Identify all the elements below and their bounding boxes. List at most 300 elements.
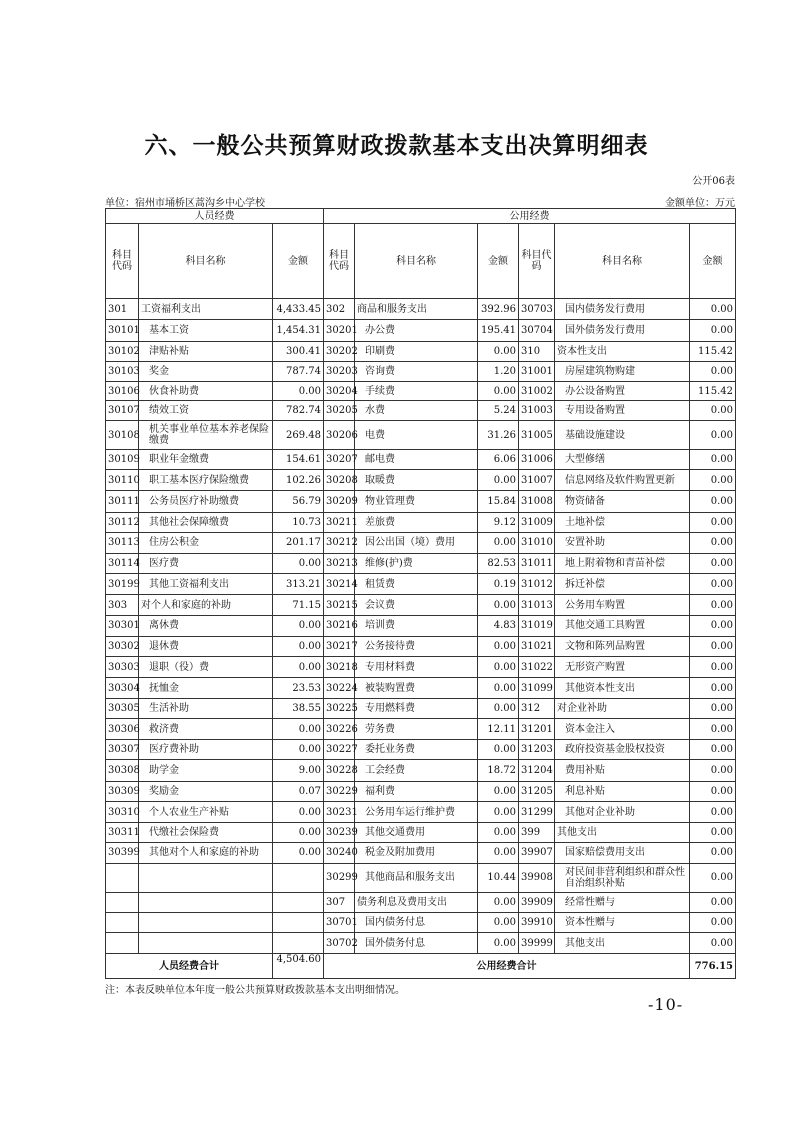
subject-amount: 195.41 xyxy=(478,320,519,341)
table-row xyxy=(106,574,736,595)
subject-code: 31012 xyxy=(519,574,555,595)
subject-name: 对个人和家庭的补助 xyxy=(139,595,273,615)
subject-code: 31010 xyxy=(519,532,555,553)
subject-amount: 4,433.45 xyxy=(273,299,324,320)
subject-amount: 0.00 xyxy=(690,863,736,892)
subject-amount: 0.00 xyxy=(478,781,519,801)
subject-amount: 0.00 xyxy=(690,574,736,595)
subject-amount: 9.00 xyxy=(273,760,324,781)
subject-amount: 0.00 xyxy=(273,801,324,822)
subject-code: 30102 xyxy=(106,341,139,361)
subject-code xyxy=(106,863,139,892)
subject-name: 大型修缮 xyxy=(555,449,690,469)
subject-name: 基本工资 xyxy=(139,320,273,341)
page-number: -10- xyxy=(648,995,684,1014)
subject-code: 30240 xyxy=(324,843,355,863)
table-row xyxy=(106,554,736,574)
subject-name: 物资储备 xyxy=(555,491,690,512)
table-row xyxy=(106,678,736,698)
table-row xyxy=(106,657,736,678)
subject-amount: 0.00 xyxy=(478,933,519,954)
public-total-amount: 776.15 xyxy=(690,954,736,979)
subject-code: 30229 xyxy=(324,781,355,801)
subject-amount: 0.00 xyxy=(690,823,736,843)
subject-name: 其他支出 xyxy=(555,823,690,843)
subject-amount: 0.00 xyxy=(478,698,519,718)
subject-amount: 0.00 xyxy=(690,678,736,698)
subject-amount: 5.24 xyxy=(478,401,519,421)
subject-name: 其他交通费用 xyxy=(355,823,478,843)
subject-amount: 0.00 xyxy=(478,595,519,615)
table-row xyxy=(106,892,736,912)
subject-name: 房屋建筑物购建 xyxy=(555,361,690,381)
amount-unit: 金额单位：万元 xyxy=(665,198,735,209)
table-row xyxy=(106,913,736,933)
subject-amount: 0.00 xyxy=(690,401,736,421)
subject-code: 31002 xyxy=(519,381,555,400)
subject-code: 30215 xyxy=(324,595,355,615)
subject-name: 会议费 xyxy=(355,595,478,615)
subject-name: 医疗费补助 xyxy=(139,740,273,760)
subject-name: 其他资本性支出 xyxy=(555,678,690,698)
subject-amount: 10.44 xyxy=(478,863,519,892)
subject-name: 公务员医疗补助缴费 xyxy=(139,491,273,512)
name-header: 科目名称 xyxy=(355,224,478,299)
subject-code: 31006 xyxy=(519,449,555,469)
subject-name: 国内债务发行费用 xyxy=(555,299,690,320)
subject-name: 资本性赠与 xyxy=(555,913,690,933)
subject-name: 公务用车购置 xyxy=(555,595,690,615)
table-row xyxy=(106,595,736,615)
subject-name: 其他支出 xyxy=(555,933,690,954)
subject-amount: 0.00 xyxy=(690,595,736,615)
subject-amount: 0.00 xyxy=(478,823,519,843)
subject-name: 对企业补助 xyxy=(555,698,690,718)
table-row xyxy=(106,863,736,892)
subject-amount: 0.00 xyxy=(690,843,736,863)
subject-name: 债务利息及费用支出 xyxy=(355,892,478,912)
subject-code: 30310 xyxy=(106,801,139,822)
subject-name: 其他工资福利支出 xyxy=(139,574,273,595)
subject-amount: 82.53 xyxy=(478,554,519,574)
subject-code: 30308 xyxy=(106,760,139,781)
subject-code: 30302 xyxy=(106,636,139,656)
name-header: 科目名称 xyxy=(139,224,273,299)
name-header: 科目名称 xyxy=(555,224,690,299)
subject-amount: 0.00 xyxy=(273,554,324,574)
subject-amount: 269.48 xyxy=(273,421,324,449)
subject-code: 31001 xyxy=(519,361,555,381)
subject-amount: 0.07 xyxy=(273,781,324,801)
subject-name: 伙食补助费 xyxy=(139,381,273,400)
subject-code: 30305 xyxy=(106,698,139,718)
subject-name: 离休费 xyxy=(139,615,273,636)
subject-code: 30212 xyxy=(324,532,355,553)
subject-amount: 0.00 xyxy=(273,657,324,678)
subject-amount: 0.00 xyxy=(478,381,519,400)
subject-name xyxy=(139,892,273,912)
subject-code: 30239 xyxy=(324,823,355,843)
subject-name: 差旅费 xyxy=(355,512,478,532)
subject-code: 30199 xyxy=(106,574,139,595)
subject-amount: 154.61 xyxy=(273,449,324,469)
subject-code: 31011 xyxy=(519,554,555,574)
subject-code: 303 xyxy=(106,595,139,615)
subject-code: 30114 xyxy=(106,554,139,574)
subject-code: 39907 xyxy=(519,843,555,863)
subject-code: 30206 xyxy=(324,421,355,449)
subject-name: 其他对个人和家庭的补助 xyxy=(139,843,273,863)
subject-name: 基础设施建设 xyxy=(555,421,690,449)
subject-code: 30227 xyxy=(324,740,355,760)
subject-code: 39910 xyxy=(519,913,555,933)
subject-amount: 300.41 xyxy=(273,341,324,361)
subject-name: 地上附着物和青苗补偿 xyxy=(555,554,690,574)
subject-name: 工资福利支出 xyxy=(139,299,273,320)
subject-name: 维修(护)费 xyxy=(355,554,478,574)
table-row xyxy=(106,341,736,361)
subject-amount: 0.00 xyxy=(478,740,519,760)
table-row xyxy=(106,615,736,636)
subject-name: 经常性赠与 xyxy=(555,892,690,912)
subject-code: 30109 xyxy=(106,449,139,469)
subject-name: 手续费 xyxy=(355,381,478,400)
table-row xyxy=(106,320,736,341)
subject-code: 30207 xyxy=(324,449,355,469)
form-number: 公开06表 xyxy=(692,176,735,187)
subject-name: 被装购置费 xyxy=(355,678,478,698)
column-header-row xyxy=(106,224,736,299)
table-row xyxy=(106,740,736,760)
subject-name: 电费 xyxy=(355,421,478,449)
group-header-row xyxy=(106,209,736,224)
subject-amount: 115.42 xyxy=(690,381,736,400)
subject-amount: 0.00 xyxy=(690,913,736,933)
subject-code: 302 xyxy=(324,299,355,320)
subject-code: 30204 xyxy=(324,381,355,400)
subject-name: 税金及附加费用 xyxy=(355,843,478,863)
subject-amount: 0.00 xyxy=(478,532,519,553)
amount-header: 金额 xyxy=(273,224,324,299)
subject-amount: 392.96 xyxy=(478,299,519,320)
subject-name: 机关事业单位基本养老保险缴费 xyxy=(139,421,273,449)
subject-name: 利息补贴 xyxy=(555,781,690,801)
subject-name: 工会经费 xyxy=(355,760,478,781)
subject-code: 30228 xyxy=(324,760,355,781)
subject-name: 办公费 xyxy=(355,320,478,341)
subject-name: 其他对企业补助 xyxy=(555,801,690,822)
subject-amount: 102.26 xyxy=(273,470,324,491)
subject-code: 30217 xyxy=(324,636,355,656)
subject-name: 政府投资基金股权投资 xyxy=(555,740,690,760)
subject-amount: 1,454.31 xyxy=(273,320,324,341)
subject-code: 31013 xyxy=(519,595,555,615)
subject-code: 31021 xyxy=(519,636,555,656)
subject-code: 30113 xyxy=(106,532,139,553)
subject-code: 30211 xyxy=(324,512,355,532)
subject-name: 职业年金缴费 xyxy=(139,449,273,469)
subject-name: 公务用车运行维护费 xyxy=(355,801,478,822)
subject-code: 31007 xyxy=(519,470,555,491)
subject-code: 312 xyxy=(519,698,555,718)
public-total-label: 公用经费合计 xyxy=(324,954,690,979)
table-row xyxy=(106,449,736,469)
table-row xyxy=(106,470,736,491)
subject-name: 专用设备购置 xyxy=(555,401,690,421)
subject-amount: 9.12 xyxy=(478,512,519,532)
subject-amount: 0.00 xyxy=(478,341,519,361)
subject-name: 租赁费 xyxy=(355,574,478,595)
subject-amount: 71.15 xyxy=(273,595,324,615)
subject-code: 30208 xyxy=(324,470,355,491)
subject-code xyxy=(106,913,139,933)
subject-amount: 0.00 xyxy=(690,781,736,801)
subject-amount: 0.00 xyxy=(690,718,736,739)
subject-name xyxy=(139,933,273,954)
table-row xyxy=(106,823,736,843)
subject-name: 物业管理费 xyxy=(355,491,478,512)
subject-code: 30399 xyxy=(106,843,139,863)
subject-amount: 0.00 xyxy=(690,554,736,574)
subject-code xyxy=(106,892,139,912)
subject-name: 救济费 xyxy=(139,718,273,739)
subject-name: 国外债务付息 xyxy=(355,933,478,954)
subject-amount xyxy=(273,933,324,954)
subject-code: 30110 xyxy=(106,470,139,491)
subject-amount: 0.00 xyxy=(690,299,736,320)
unit-row xyxy=(105,194,735,209)
subject-name: 助学金 xyxy=(139,760,273,781)
subject-name xyxy=(139,863,273,892)
subject-code: 30226 xyxy=(324,718,355,739)
amount-header: 金额 xyxy=(690,224,736,299)
subject-code: 31003 xyxy=(519,401,555,421)
subject-amount: 115.42 xyxy=(690,341,736,361)
subject-code: 30303 xyxy=(106,657,139,678)
subject-code: 30201 xyxy=(324,320,355,341)
subject-code: 31203 xyxy=(519,740,555,760)
table-row xyxy=(106,381,736,400)
subject-amount: 0.19 xyxy=(478,574,519,595)
subject-code: 30214 xyxy=(324,574,355,595)
code-header: 科目代码 xyxy=(324,224,355,299)
subject-amount: 313.21 xyxy=(273,574,324,595)
public-group-header: 公用经费 xyxy=(324,209,736,224)
subject-name: 拆迁补偿 xyxy=(555,574,690,595)
subject-amount: 0.00 xyxy=(690,636,736,656)
subject-name: 抚恤金 xyxy=(139,678,273,698)
subject-name: 邮电费 xyxy=(355,449,478,469)
subject-code: 30309 xyxy=(106,781,139,801)
subject-amount: 38.55 xyxy=(273,698,324,718)
subject-code: 31205 xyxy=(519,781,555,801)
table-row xyxy=(106,698,736,718)
subject-name: 对民间非营利组织和群众性自治组织补贴 xyxy=(555,863,690,892)
subject-amount: 0.00 xyxy=(478,801,519,822)
subject-amount: 31.26 xyxy=(478,421,519,449)
subject-name: 福利费 xyxy=(355,781,478,801)
subject-name: 印刷费 xyxy=(355,341,478,361)
subject-code: 30101 xyxy=(106,320,139,341)
subject-name: 培训费 xyxy=(355,615,478,636)
subject-amount: 0.00 xyxy=(478,657,519,678)
expenditure-table xyxy=(105,208,736,979)
subject-name: 劳务费 xyxy=(355,718,478,739)
subject-code: 30106 xyxy=(106,381,139,400)
subject-amount: 0.00 xyxy=(273,740,324,760)
subject-amount: 6.06 xyxy=(478,449,519,469)
subject-name: 水费 xyxy=(355,401,478,421)
unit-name: 单位：宿州市埇桥区蒿沟乡中心学校 xyxy=(105,198,265,209)
subject-amount: 782.74 xyxy=(273,401,324,421)
subject-amount xyxy=(273,863,324,892)
subject-code: 31299 xyxy=(519,801,555,822)
subject-code: 30213 xyxy=(324,554,355,574)
subject-name: 信息网络及软件购置更新 xyxy=(555,470,690,491)
table-row xyxy=(106,718,736,739)
subject-code: 30702 xyxy=(324,933,355,954)
subject-amount: 0.00 xyxy=(690,512,736,532)
table-row xyxy=(106,801,736,822)
subject-code: 31022 xyxy=(519,657,555,678)
subject-code: 399 xyxy=(519,823,555,843)
subject-amount: 0.00 xyxy=(690,801,736,822)
subject-name: 公务接待费 xyxy=(355,636,478,656)
subject-name: 安置补助 xyxy=(555,532,690,553)
subject-name: 绩效工资 xyxy=(139,401,273,421)
table-row xyxy=(106,491,736,512)
subject-amount: 0.00 xyxy=(690,361,736,381)
subject-name: 专用材料费 xyxy=(355,657,478,678)
table-row xyxy=(106,361,736,381)
subject-code: 31204 xyxy=(519,760,555,781)
subject-name: 津贴补贴 xyxy=(139,341,273,361)
subject-code: 30103 xyxy=(106,361,139,381)
subject-name: 职工基本医疗保险缴费 xyxy=(139,470,273,491)
subject-code: 31099 xyxy=(519,678,555,698)
subject-code: 39909 xyxy=(519,892,555,912)
subject-name: 代缴社会保险费 xyxy=(139,823,273,843)
subject-code: 30216 xyxy=(324,615,355,636)
subject-name: 生活补助 xyxy=(139,698,273,718)
subject-amount: 0.00 xyxy=(690,449,736,469)
subject-amount: 0.00 xyxy=(690,320,736,341)
subject-amount: 0.00 xyxy=(690,933,736,954)
subject-name: 取暖费 xyxy=(355,470,478,491)
subject-amount: 0.00 xyxy=(478,843,519,863)
subject-amount: 1.20 xyxy=(478,361,519,381)
subject-amount: 0.00 xyxy=(273,843,324,863)
subject-amount: 15.84 xyxy=(478,491,519,512)
subject-name: 其他商品和服务支出 xyxy=(355,863,478,892)
subject-name: 资本性支出 xyxy=(555,341,690,361)
footnote: 注：本表反映单位本年度一般公共预算财政拨款基本支出明细情况。 xyxy=(105,985,405,996)
table-row xyxy=(106,421,736,449)
subject-name: 其他交通工具购置 xyxy=(555,615,690,636)
subject-amount: 0.00 xyxy=(273,615,324,636)
subject-code: 30311 xyxy=(106,823,139,843)
subject-code: 30107 xyxy=(106,401,139,421)
subject-code: 301 xyxy=(106,299,139,320)
subject-name: 退职（役）费 xyxy=(139,657,273,678)
subject-amount: 4.83 xyxy=(478,615,519,636)
subject-name: 国内债务付息 xyxy=(355,913,478,933)
subject-name: 住房公积金 xyxy=(139,532,273,553)
subject-name: 奖励金 xyxy=(139,781,273,801)
subject-amount: 0.00 xyxy=(478,678,519,698)
subject-amount: 0.00 xyxy=(690,698,736,718)
subject-amount: 0.00 xyxy=(273,718,324,739)
subject-code: 30111 xyxy=(106,491,139,512)
subject-amount: 201.17 xyxy=(273,532,324,553)
amount-header: 金额 xyxy=(478,224,519,299)
table-row xyxy=(106,933,736,954)
subject-name: 办公设备购置 xyxy=(555,381,690,400)
subject-amount: 0.00 xyxy=(273,823,324,843)
subject-code: 31019 xyxy=(519,615,555,636)
subject-amount: 0.00 xyxy=(273,381,324,400)
subject-amount: 0.00 xyxy=(690,740,736,760)
subject-amount: 787.74 xyxy=(273,361,324,381)
subject-code: 30205 xyxy=(324,401,355,421)
personnel-total-amount: 4,504.60 xyxy=(273,954,324,979)
subject-amount: 0.00 xyxy=(478,892,519,912)
subject-code xyxy=(106,933,139,954)
subject-code: 31009 xyxy=(519,512,555,532)
subject-name: 资本金注入 xyxy=(555,718,690,739)
subject-code: 30307 xyxy=(106,740,139,760)
subject-code: 30209 xyxy=(324,491,355,512)
subject-name: 因公出国（境）费用 xyxy=(355,532,478,553)
subject-code: 30231 xyxy=(324,801,355,822)
table-row xyxy=(106,843,736,863)
subject-amount: 0.00 xyxy=(690,615,736,636)
subject-amount: 0.00 xyxy=(690,421,736,449)
table-row xyxy=(106,299,736,320)
subject-name: 费用补贴 xyxy=(555,760,690,781)
subject-name: 专用燃料费 xyxy=(355,698,478,718)
subject-amount: 0.00 xyxy=(478,636,519,656)
table-row xyxy=(106,781,736,801)
subject-name: 医疗费 xyxy=(139,554,273,574)
subject-amount: 0.00 xyxy=(273,636,324,656)
subject-amount: 12.11 xyxy=(478,718,519,739)
subject-name: 个人农业生产补贴 xyxy=(139,801,273,822)
subject-amount: 23.53 xyxy=(273,678,324,698)
subject-code: 31201 xyxy=(519,718,555,739)
subject-code: 30701 xyxy=(324,913,355,933)
personnel-group-header: 人员经费 xyxy=(106,209,324,224)
subject-code: 30203 xyxy=(324,361,355,381)
subject-amount: 0.00 xyxy=(690,760,736,781)
subject-code: 30301 xyxy=(106,615,139,636)
table-row xyxy=(106,636,736,656)
subject-code: 30225 xyxy=(324,698,355,718)
subject-code: 30202 xyxy=(324,341,355,361)
subject-amount xyxy=(273,892,324,912)
subject-name: 商品和服务支出 xyxy=(355,299,478,320)
subject-code: 30304 xyxy=(106,678,139,698)
subject-name: 文物和陈列品购置 xyxy=(555,636,690,656)
code-header: 科目代码 xyxy=(106,224,139,299)
subject-name: 无形资产购置 xyxy=(555,657,690,678)
subject-name: 国外债务发行费用 xyxy=(555,320,690,341)
table-row xyxy=(106,760,736,781)
table-body xyxy=(106,299,736,954)
table-row xyxy=(106,401,736,421)
subject-code: 39908 xyxy=(519,863,555,892)
subject-code: 30299 xyxy=(324,863,355,892)
